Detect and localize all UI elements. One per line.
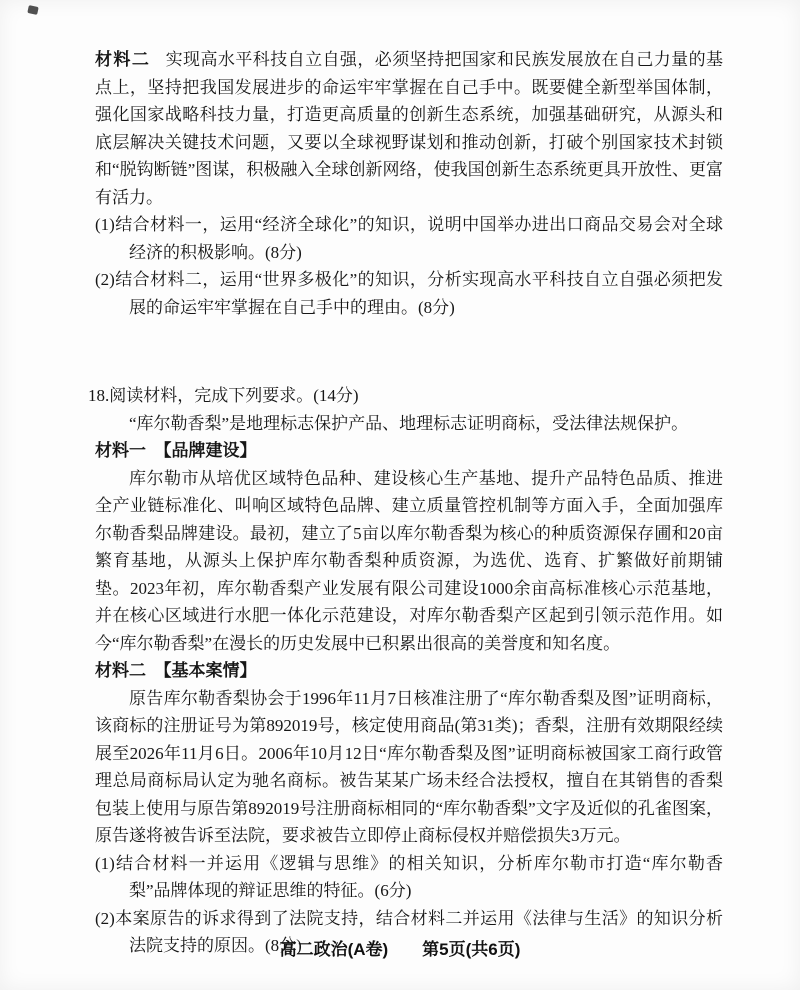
- q18-material2-text: 原告库尔勒香梨协会于1996年11月7日核准注册了“库尔勒香梨及图”证明商标，该商标的注册证号为第892019号，核定使用商品(第31类)；香梨，注册有效期限经续展至2026年11月6日。2006年10月12日“库尔勒香梨及图”证明商标被国家工商行政管理总局商标局认定为驰名商标。被告某某广场未经合法授权，擅自在其销售的香梨包装上使用与原告第892019号注册商标相同的“库尔勒香梨”文字及近似的孔雀图案，原告遂将被告诉至法院，要求被告立即停止商标侵权并赔偿损失3万元。: [95, 688, 723, 845]
- exam-content: [88, 46, 724, 960]
- q18-material1-text: 库尔勒市从培优区域特色品种、建设核心生产基地、提升产品特色品质、推进全产业链标准化、叫响区域特色品牌、建立质量管控机制等方面入手，全面加强库尔勒香梨品牌建设。最初，建立了5亩以库尔勒香梨为核心的种质资源保存圃和20亩繁育基地，从源头上保护库尔勒香梨种质资源，为选优、选育、扩繁做好前期铺垫。2023年初，库尔勒香梨产业发展有限公司建设1000余亩高标准核心示范基地，并在核心区域进行水肥一体化示范建设，对库尔勒香梨产区起到引领示范作用。如今“库尔勒香梨”在漫长的历史发展中已积累出很高的美誉度和知名度。: [95, 468, 723, 653]
- q17-subquestion-1: (1)结合材料一，运用“经济全球化”的知识，说明中国举办进出口商品交易会对全球经济的积极影响。(8分): [95, 215, 723, 262]
- q17-subquestion-2: (2)结合材料二，运用“世界多极化”的知识，分析实现高水平科技自立自强必须把发展的命运牢牢掌握在自己手中的理由。(8分): [95, 270, 723, 317]
- q17-material2-paragraph: [95, 46, 723, 211]
- q17-material2-label: 材料二: [95, 50, 151, 69]
- page-footer: 高二政治(A卷) 第5页(共6页): [279, 940, 521, 959]
- q18-material2-label: 材料二 【基本案情】: [95, 661, 257, 680]
- q18-material1-label: 材料一 【品牌建设】: [95, 441, 257, 460]
- q18-subquestion-2: (2)本案原告的诉求得到了法院支持，结合材料二并运用《法律与生活》的知识分析法院支持的原因。(8分): [95, 908, 723, 955]
- q17-material2-text: 实现高水平科技自立自强，必须坚持把国家和民族发展放在自己力量的基点上，坚持把我国发展进步的命运牢牢掌握在自己手中。既要健全新型举国体制，强化国家战略科技力量，打造更高质量的创新生态系统，加强基础研究，从源头和底层解决关键技术问题，又要以全球视野谋划和推动创新，打破个别国家技术封锁和“脱钩断链”图谋，积极融入全球创新网络，使我国创新生态系统更具开放性、更富有活力。: [95, 50, 724, 207]
- q18-heading: 18.阅读材料，完成下列要求。(14分): [88, 386, 359, 405]
- q18-subquestion-1: (1)结合材料一并运用《逻辑与思维》的相关知识，分析库尔勒市打造“库尔勒香梨”品牌体现的辩证思维的特征。(6分): [95, 853, 723, 900]
- scan-artifact: [27, 5, 38, 15]
- q18-intro: “库尔勒香梨”是地理标志保护产品、地理标志证明商标，受法律法规保护。: [129, 413, 689, 433]
